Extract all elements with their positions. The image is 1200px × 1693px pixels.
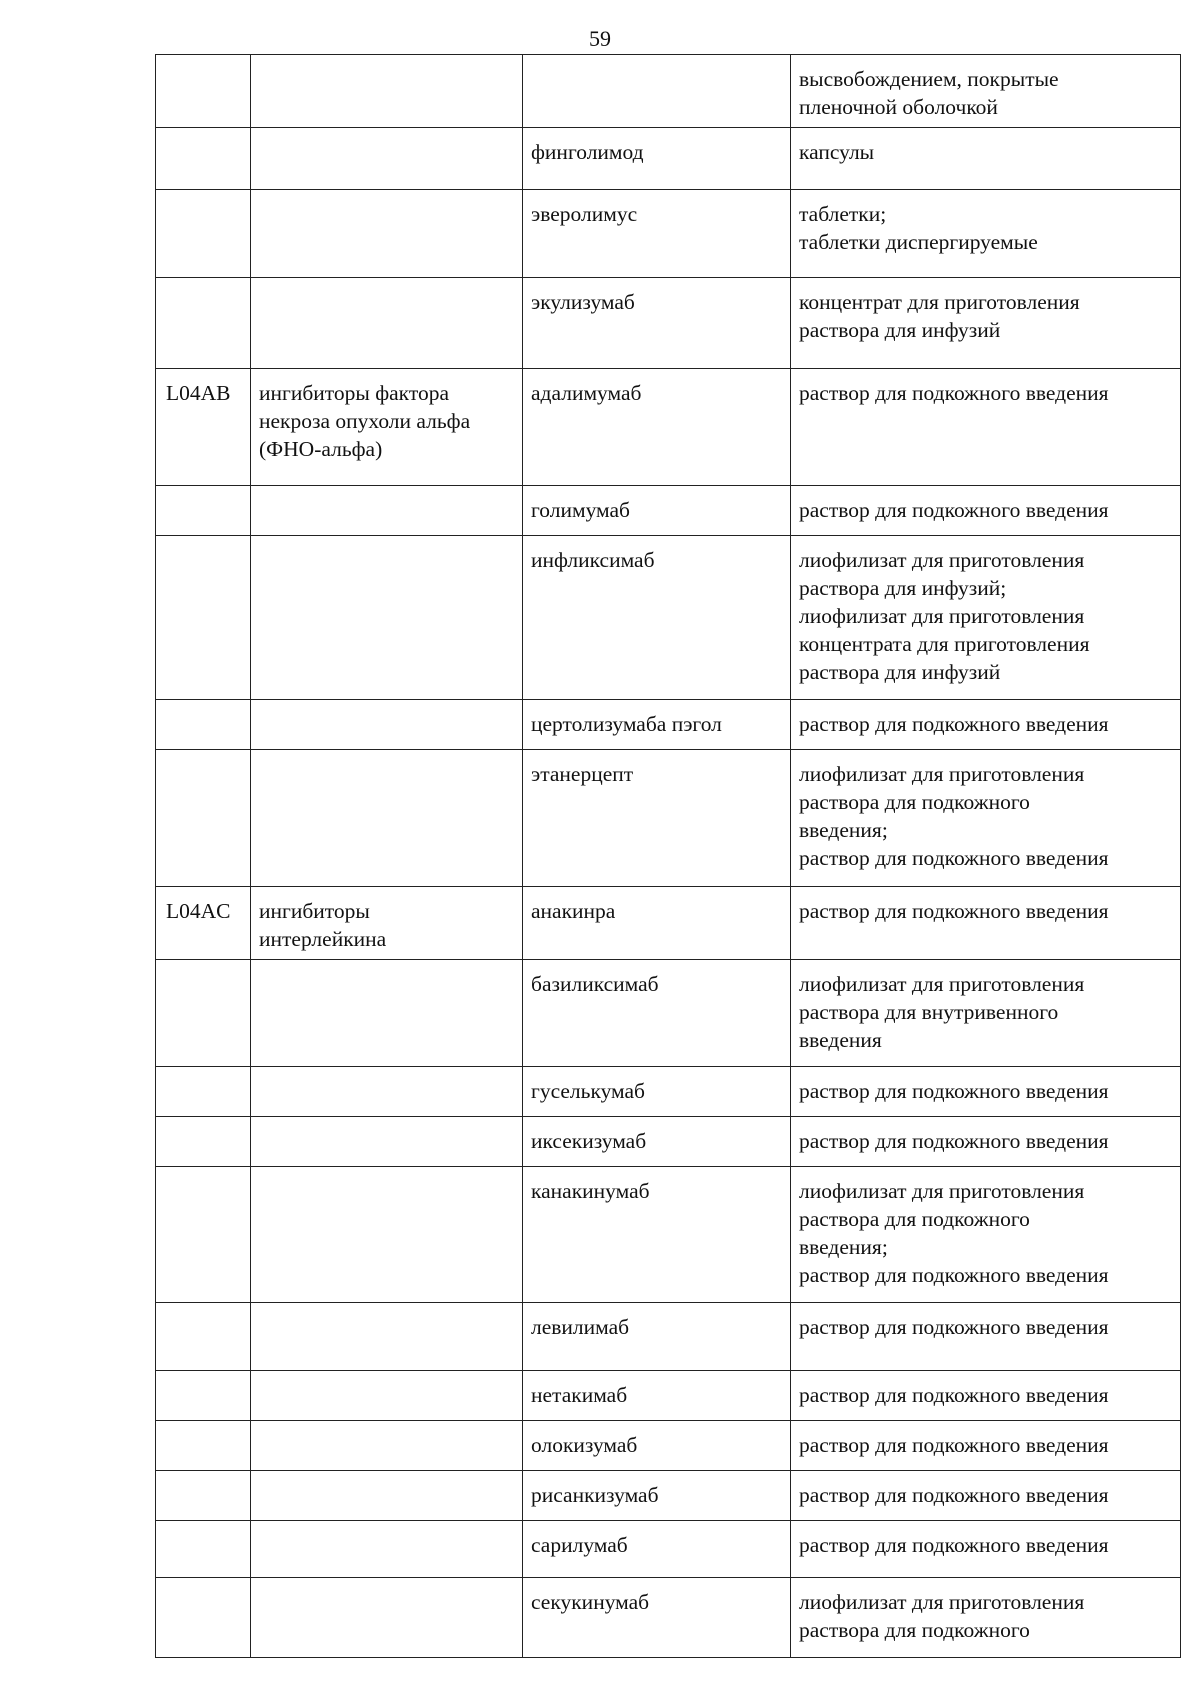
dosage-form-line: раствор для подкожного введения	[799, 712, 1109, 736]
drug-name-text: гуселькумаб	[531, 1079, 645, 1103]
atc-code-cell	[156, 700, 251, 750]
atc-code-cell	[156, 1303, 251, 1371]
dosage-form-line: лиофилизат для приготовления	[799, 1590, 1085, 1614]
pharmacological-group-cell	[251, 1578, 523, 1658]
dosage-form-line: лиофилизат для приготовления	[799, 1179, 1085, 1203]
drug-name-text: олокизумаб	[531, 1433, 638, 1457]
atc-code-cell	[156, 486, 251, 536]
drug-name-cell	[523, 1167, 791, 1303]
table-row	[156, 486, 1181, 536]
drug-name-text: нетакимаб	[531, 1383, 628, 1407]
dosage-form-line: раствора для инфузий	[799, 660, 1001, 684]
dosage-form-cell	[791, 369, 1181, 486]
drug-name-text: эверолимус	[531, 202, 638, 226]
pharmacological-group-line: (ФНО-альфа)	[259, 437, 383, 461]
pharmacological-group-cell	[251, 1067, 523, 1117]
atc-code-cell	[156, 55, 251, 128]
pharmacological-group-cell	[251, 960, 523, 1067]
dosage-form-cell	[791, 1421, 1181, 1471]
table-row	[156, 700, 1181, 750]
atc-code-cell	[156, 128, 251, 190]
dosage-form-cell	[791, 1303, 1181, 1371]
drug-name-text: экулизумаб	[531, 290, 635, 314]
drug-name-text: рисанкизумаб	[531, 1483, 659, 1507]
dosage-form-cell	[791, 700, 1181, 750]
dosage-form-line: раствора для подкожного	[799, 1618, 1030, 1642]
dosage-form-cell	[791, 486, 1181, 536]
table-row	[156, 190, 1181, 278]
drug-name-cell	[523, 1421, 791, 1471]
table-row	[156, 1421, 1181, 1471]
drug-name-text: базиликсимаб	[531, 972, 659, 996]
atc-code-cell	[156, 750, 251, 887]
dosage-form-cell	[791, 1471, 1181, 1521]
pharmacological-group-cell	[251, 1521, 523, 1578]
dosage-form-line: лиофилизат для приготовления	[799, 548, 1085, 572]
drug-name-cell	[523, 887, 791, 960]
pharmacological-group-cell	[251, 700, 523, 750]
dosage-form-line: раствора для подкожного	[799, 1207, 1030, 1231]
dosage-form-line: лиофилизат для приготовления	[799, 972, 1085, 996]
atc-code-text: L04AC	[166, 899, 231, 923]
pharmacological-group-cell	[251, 369, 523, 486]
drug-name-text: анакинра	[531, 899, 616, 923]
dosage-form-cell	[791, 887, 1181, 960]
drug-name-cell	[523, 55, 791, 128]
pharmacological-group-cell	[251, 536, 523, 700]
pharmacological-group-line: ингибиторы	[259, 899, 370, 923]
pharmacological-group-cell	[251, 1303, 523, 1371]
dosage-form-cell	[791, 750, 1181, 887]
drug-name-text: канакинумаб	[531, 1179, 650, 1203]
pharmacological-group-cell	[251, 190, 523, 278]
drug-name-cell	[523, 1371, 791, 1421]
dosage-form-line: раствор для подкожного введения	[799, 1079, 1109, 1103]
dosage-form-line: раствора для подкожного	[799, 790, 1030, 814]
drug-name-text: левилимаб	[531, 1315, 630, 1339]
atc-code-cell	[156, 369, 251, 486]
dosage-form-line: раствора для инфузий;	[799, 576, 1007, 600]
atc-code-cell	[156, 1067, 251, 1117]
dosage-form-cell	[791, 1067, 1181, 1117]
dosage-form-line: раствор для подкожного введения	[799, 1263, 1109, 1287]
table-row	[156, 960, 1181, 1067]
dosage-form-cell	[791, 1371, 1181, 1421]
atc-code-cell	[156, 190, 251, 278]
dosage-form-line: таблетки диспергируемые	[799, 230, 1038, 254]
drug-name-text: финголимод	[531, 140, 644, 164]
drug-name-text: этанерцепт	[531, 762, 634, 786]
dosage-form-cell	[791, 128, 1181, 190]
dosage-form-line: введения;	[799, 818, 888, 842]
pharmacological-group-cell	[251, 55, 523, 128]
table-row	[156, 1521, 1181, 1578]
atc-code-cell	[156, 960, 251, 1067]
atc-code-cell	[156, 1117, 251, 1167]
dosage-form-cell	[791, 190, 1181, 278]
drug-name-text: иксекизумаб	[531, 1129, 647, 1153]
pharmacological-group-cell	[251, 1421, 523, 1471]
dosage-form-cell	[791, 1117, 1181, 1167]
dosage-form-line: концентрат для приготовления	[799, 290, 1080, 314]
drug-name-cell	[523, 1471, 791, 1521]
atc-code-cell	[156, 1167, 251, 1303]
pharmacological-group-cell	[251, 1117, 523, 1167]
dosage-form-cell	[791, 960, 1181, 1067]
drug-table	[155, 54, 1181, 1658]
drug-name-cell	[523, 1578, 791, 1658]
atc-code-cell	[156, 1578, 251, 1658]
dosage-form-line: лиофилизат для приготовления	[799, 604, 1085, 628]
dosage-form-line: введения	[799, 1028, 882, 1052]
drug-name-cell	[523, 369, 791, 486]
table-row	[156, 1117, 1181, 1167]
drug-name-cell	[523, 1117, 791, 1167]
dosage-form-line: раствор для подкожного введения	[799, 381, 1109, 405]
pharmacological-group-cell	[251, 1371, 523, 1421]
dosage-form-line: раствора для внутривенного	[799, 1000, 1059, 1024]
dosage-form-line: высвобождением, покрытые	[799, 67, 1059, 91]
table-row	[156, 1167, 1181, 1303]
table-body	[156, 55, 1181, 1658]
pharmacological-group-cell	[251, 278, 523, 369]
dosage-form-line: капсулы	[799, 140, 875, 164]
drug-name-cell	[523, 1521, 791, 1578]
drug-name-cell	[523, 700, 791, 750]
drug-name-text: сарилумаб	[531, 1533, 628, 1557]
drug-name-cell	[523, 1067, 791, 1117]
atc-code-cell	[156, 1421, 251, 1471]
dosage-form-line: раствора для инфузий	[799, 318, 1001, 342]
dosage-form-line: раствор для подкожного введения	[799, 899, 1109, 923]
dosage-form-line: раствор для подкожного введения	[799, 1433, 1109, 1457]
pharmacological-group-line: интерлейкина	[259, 927, 387, 951]
drug-name-cell	[523, 960, 791, 1067]
pharmacological-group-cell	[251, 1471, 523, 1521]
drug-name-cell	[523, 128, 791, 190]
atc-code-cell	[156, 1371, 251, 1421]
atc-code-text: L04AB	[166, 381, 231, 405]
table-row	[156, 1067, 1181, 1117]
drug-name-cell	[523, 190, 791, 278]
atc-code-cell	[156, 536, 251, 700]
table-row	[156, 1371, 1181, 1421]
table-row	[156, 278, 1181, 369]
pharmacological-group-cell	[251, 486, 523, 536]
dosage-form-cell	[791, 278, 1181, 369]
table-row	[156, 128, 1181, 190]
drug-name-cell	[523, 750, 791, 887]
table-row	[156, 1578, 1181, 1658]
dosage-form-cell	[791, 1578, 1181, 1658]
dosage-form-cell	[791, 536, 1181, 700]
dosage-form-line: раствор для подкожного введения	[799, 1483, 1109, 1507]
table-row	[156, 536, 1181, 700]
dosage-form-cell	[791, 1521, 1181, 1578]
dosage-form-cell	[791, 55, 1181, 128]
table-row	[156, 750, 1181, 887]
table-row	[156, 55, 1181, 128]
dosage-form-line: раствор для подкожного введения	[799, 1129, 1109, 1153]
dosage-form-line: таблетки;	[799, 202, 887, 226]
dosage-form-line: раствор для подкожного введения	[799, 1315, 1109, 1339]
dosage-form-cell	[791, 1167, 1181, 1303]
dosage-form-line: раствор для подкожного введения	[799, 1533, 1109, 1557]
drug-name-text: адалимумаб	[531, 381, 642, 405]
atc-code-cell	[156, 278, 251, 369]
table-row	[156, 1471, 1181, 1521]
drug-name-text: голимумаб	[531, 498, 630, 522]
dosage-form-line: лиофилизат для приготовления	[799, 762, 1085, 786]
pharmacological-group-cell	[251, 1167, 523, 1303]
pharmacological-group-line: ингибиторы фактора	[259, 381, 450, 405]
drug-name-cell	[523, 536, 791, 700]
page-number: 59	[589, 26, 611, 51]
drug-name-text: цертолизумаба пэгол	[531, 712, 722, 736]
table-row	[156, 1303, 1181, 1371]
drug-name-text: инфликсимаб	[531, 548, 655, 572]
atc-code-cell	[156, 1521, 251, 1578]
dosage-form-line: раствор для подкожного введения	[799, 1383, 1109, 1407]
pharmacological-group-cell	[251, 750, 523, 887]
drug-name-text: секукинумаб	[531, 1590, 650, 1614]
atc-code-cell	[156, 887, 251, 960]
dosage-form-line: раствор для подкожного введения	[799, 498, 1109, 522]
drug-name-cell	[523, 486, 791, 536]
drug-name-cell	[523, 278, 791, 369]
table-row	[156, 887, 1181, 960]
pharmacological-group-line: некроза опухоли альфа	[259, 409, 471, 433]
table-row	[156, 369, 1181, 486]
dosage-form-line: концентрата для приготовления	[799, 632, 1090, 656]
pharmacological-group-cell	[251, 887, 523, 960]
atc-code-cell	[156, 1471, 251, 1521]
drug-name-cell	[523, 1303, 791, 1371]
pharmacological-group-cell	[251, 128, 523, 190]
dosage-form-line: раствор для подкожного введения	[799, 846, 1109, 870]
dosage-form-line: пленочной оболочкой	[799, 95, 998, 119]
dosage-form-line: введения;	[799, 1235, 888, 1259]
